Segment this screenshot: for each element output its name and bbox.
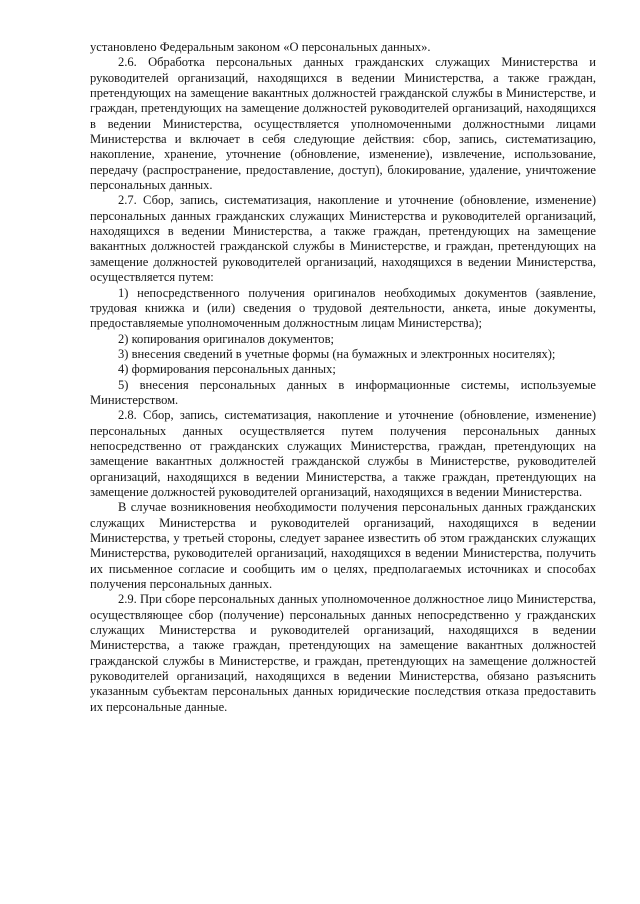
- paragraph-2-6: 2.6. Обработка персональных данных гражданских служащих Министерства и руководителей организаций, находящихся в ведении Министерства, а также граждан, претендующих на замещение вакантных должностей гражданской службы в Министерстве, и граждан, претендующих на замещение должностей руководителей организаций, находящихся в ведении Министерства, осуществляется уполномоченными должностными лицами Министерства и включает в себя следующие действия: сбор, запись, систематизацию, накопление, хранение, уточнение (обновление, изменение), извлечение, использование, передачу (распространение, предоставление, доступ), блокирование, удаление, уничтожение персональных данных.: [90, 55, 596, 193]
- paragraph-third-party: В случае возникновения необходимости получения персональных данных гражданских служащих Министерства и руководителей организаций, находящихся в ведении Министерства, у третьей стороны, следует заранее известить об этом гражданских служащих Министерства, руководителей организаций, находящихся в ведении Министерства, получить их письменное согласие и сообщить им о целях, предполагаемых источниках и способах получения персональных данных.: [90, 500, 596, 592]
- list-item-2: 2) копирования оригиналов документов;: [118, 331, 334, 346]
- list-item-1: 1) непосредственного получения оригиналов необходимых документов (заявление, трудовая книжка и (или) сведения о трудовой деятельности, анкета, иные документы, предоставляемые уполномоченным должностным лицам Министерства);: [90, 285, 596, 331]
- paragraph-2-7: 2.7. Сбор, запись, систематизация, накопление и уточнение (обновление, изменение) персональных данных гражданских служащих Министерства и руководителей организаций, находящихся в ведении Министерства, а также граждан, претендующих на замещение вакантных должностей гражданской службы в Министерстве, и граждан, претендующих на замещение должностей руководителей организаций, находящихся в ведении Министерства, осуществляется путем:: [90, 193, 596, 285]
- paragraph-2-9: 2.9. При сборе персональных данных уполномоченное должностное лицо Министерства, осуществляющее сбор (получение) персональных данных непосредственно у гражданских служащих Министерства и руководителей организаций, находящихся в ведении Министерства, а также граждан, претендующих на замещение вакантных должностей гражданской службы в Министерстве, и граждан, претендующих на замещение должностей руководителей организаций, находящихся в ведении Министерства, обязано разъяснить указанным субъектам персональных данных юридические последствия отказа предоставить их персональные данные.: [90, 592, 596, 714]
- paragraph-2-8: 2.8. Сбор, запись, систематизация, накопление и уточнение (обновление, изменение) персональных данных осуществляется путем получения персональных данных непосредственно от гражданских служащих Министерства, граждан, претендующих на замещение вакантных должностей гражданской службы в Министерстве, руководителей организаций, находящихся в ведении Министерства, а также граждан, претендующих на замещение должностей руководителей организаций, находящихся в ведении Министерства.: [90, 408, 596, 499]
- list-item-4: 4) формирования персональных данных;: [118, 362, 336, 377]
- list-item-5: 5) внесения персональных данных в информационные системы, используемые Министерством.: [90, 377, 596, 407]
- paragraph-continuation: установлено Федеральным законом «О персональных данных».: [90, 40, 431, 54]
- list-item-3: 3) внесения сведений в учетные формы (на бумажных и электронных носителях);: [118, 346, 556, 361]
- document-page: [90, 40, 596, 715]
